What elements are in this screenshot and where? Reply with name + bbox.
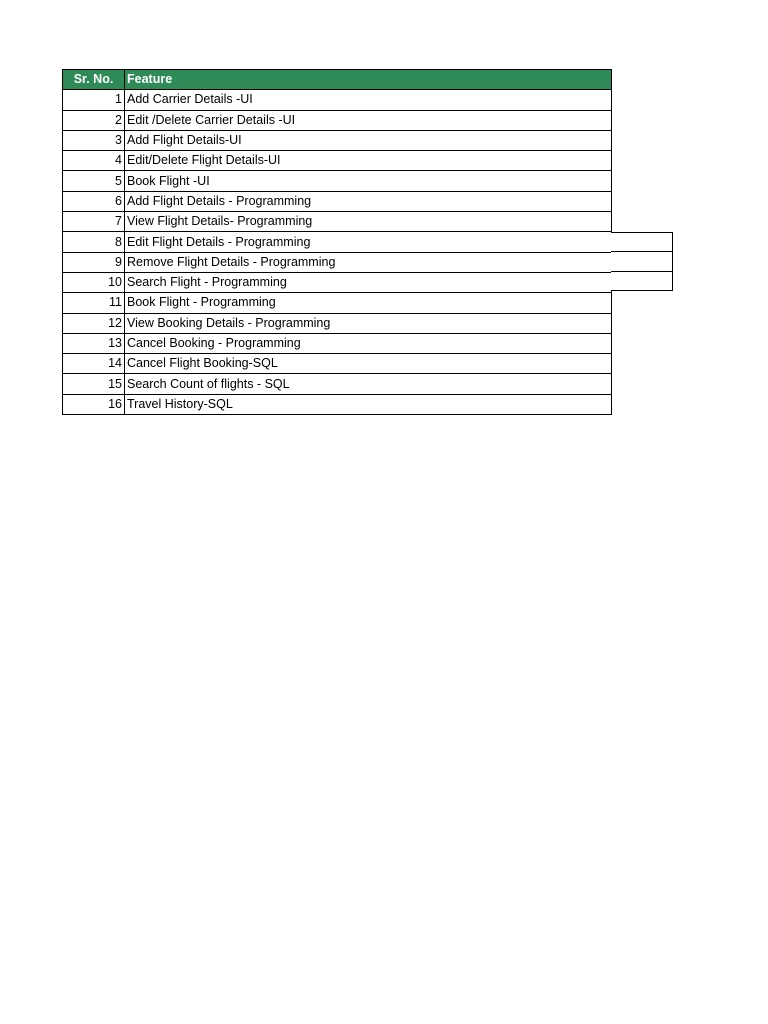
table-row bbox=[63, 333, 612, 353]
sr-no-cell[interactable]: 15 bbox=[63, 374, 125, 394]
table-row bbox=[63, 90, 612, 110]
sr-no-cell[interactable]: 1 bbox=[63, 90, 125, 110]
feature-cell[interactable]: Search Flight - Programming bbox=[125, 272, 612, 292]
feature-cell[interactable]: View Booking Details - Programming bbox=[125, 313, 612, 333]
sr-no-cell[interactable]: 16 bbox=[63, 394, 125, 414]
table-row bbox=[63, 374, 612, 394]
sr-no-cell[interactable]: 2 bbox=[63, 110, 125, 130]
feature-cell[interactable]: Add Flight Details-UI bbox=[125, 130, 612, 150]
feature-cell[interactable]: Edit /Delete Carrier Details -UI bbox=[125, 110, 612, 130]
empty-cell[interactable] bbox=[611, 232, 673, 252]
feature-cell[interactable]: Edit Flight Details - Programming bbox=[125, 232, 612, 252]
feature-cell[interactable]: Add Carrier Details -UI bbox=[125, 90, 612, 110]
sr-no-cell[interactable]: 4 bbox=[63, 151, 125, 171]
feature-table bbox=[62, 69, 612, 415]
header-sr-no[interactable]: Sr. No. bbox=[63, 70, 125, 90]
empty-cell[interactable] bbox=[611, 251, 673, 271]
sr-no-cell[interactable]: 5 bbox=[63, 171, 125, 191]
sr-no-cell[interactable]: 8 bbox=[63, 232, 125, 252]
sr-no-cell[interactable]: 3 bbox=[63, 130, 125, 150]
table-row bbox=[63, 110, 612, 130]
sr-no-cell[interactable]: 14 bbox=[63, 354, 125, 374]
feature-cell[interactable]: Cancel Booking - Programming bbox=[125, 333, 612, 353]
table-row bbox=[63, 130, 612, 150]
empty-cells-column bbox=[611, 232, 673, 291]
table-row bbox=[63, 232, 612, 252]
table-row bbox=[63, 151, 612, 171]
feature-cell[interactable]: Book Flight - Programming bbox=[125, 293, 612, 313]
feature-cell[interactable]: Remove Flight Details - Programming bbox=[125, 252, 612, 272]
feature-cell[interactable]: Cancel Flight Booking-SQL bbox=[125, 354, 612, 374]
table-row bbox=[63, 354, 612, 374]
sr-no-cell[interactable]: 13 bbox=[63, 333, 125, 353]
table-row bbox=[63, 212, 612, 232]
sr-no-cell[interactable]: 10 bbox=[63, 272, 125, 292]
table-row bbox=[63, 171, 612, 191]
empty-cell[interactable] bbox=[611, 271, 673, 291]
sr-no-cell[interactable]: 11 bbox=[63, 293, 125, 313]
feature-cell[interactable]: Search Count of flights - SQL bbox=[125, 374, 612, 394]
sr-no-cell[interactable]: 7 bbox=[63, 212, 125, 232]
sr-no-cell[interactable]: 6 bbox=[63, 191, 125, 211]
sr-no-cell[interactable]: 9 bbox=[63, 252, 125, 272]
table-row bbox=[63, 293, 612, 313]
spreadsheet-area bbox=[62, 69, 612, 415]
header-feature[interactable]: Feature bbox=[125, 70, 612, 90]
feature-cell[interactable]: Edit/Delete Flight Details-UI bbox=[125, 151, 612, 171]
table-row bbox=[63, 252, 612, 272]
table-body bbox=[63, 90, 612, 415]
feature-cell[interactable]: Travel History-SQL bbox=[125, 394, 612, 414]
table-row bbox=[63, 191, 612, 211]
feature-cell[interactable]: Book Flight -UI bbox=[125, 171, 612, 191]
table-row bbox=[63, 272, 612, 292]
table-header-row bbox=[63, 70, 612, 90]
table-row bbox=[63, 394, 612, 414]
feature-cell[interactable]: Add Flight Details - Programming bbox=[125, 191, 612, 211]
feature-cell[interactable]: View Flight Details- Programming bbox=[125, 212, 612, 232]
sr-no-cell[interactable]: 12 bbox=[63, 313, 125, 333]
table-row bbox=[63, 313, 612, 333]
